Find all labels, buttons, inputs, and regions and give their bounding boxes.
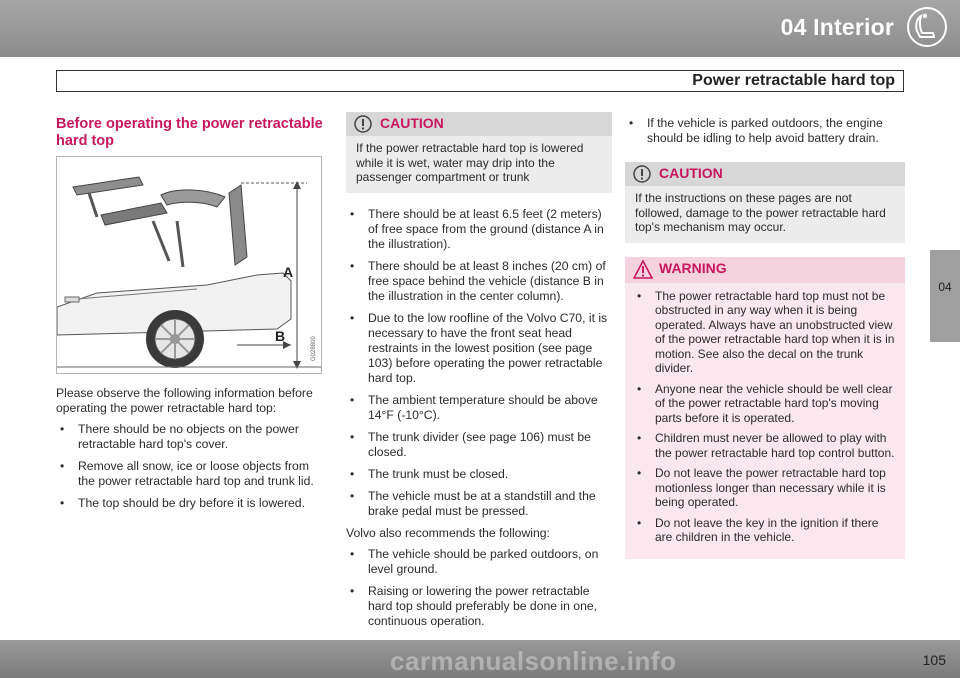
list-item: • If the vehicle is parked outdoors, the engine should be idling to help avoid battery drain.: [625, 116, 905, 146]
chapter-side-tab: [930, 250, 960, 342]
warning-title: WARNING: [659, 259, 727, 276]
list-item: • Anyone near the vehicle should be well clear of the power retractable hard top's moving parts before it is operated.: [633, 382, 895, 426]
list-item: • There should be at least 8 inches (20 cm) of free space behind the vehicle (distance B in the illustration in the center column).: [346, 259, 612, 304]
left-column: [56, 112, 324, 518]
list-item: • The trunk must be closed.: [346, 467, 612, 482]
list-item: • The power retractable hard top must not be obstructed in any way when it is being operated. Always have an unobstructed view of the power retractable hard top when it is in motion. See also the decal on the trunk divider.: [633, 289, 895, 376]
section-heading: Before operating the power retractable hard top: [56, 116, 323, 149]
seat-icon: [906, 6, 948, 48]
figure-code: G028800: [311, 336, 317, 361]
list-item: • There should be at least 6.5 feet (2 meters) of free space from the ground (distance A in the illustration).: [346, 207, 612, 252]
car-clearance-diagram: [57, 157, 321, 373]
list-item: • Children must never be allowed to play with the power retractable hard top control button.: [633, 431, 895, 460]
right-column: [625, 112, 905, 573]
intro-paragraph: Please observe the following information before operating the power retractable hard top:: [56, 386, 313, 415]
list-item: • The ambient temperature should be above 14°F (-10°C).: [346, 393, 612, 423]
caution-text: If the instructions on these pages are not followed, damage to the power retractable hard top's mechanism may occur.: [635, 191, 886, 234]
dimension-a-label: A: [283, 264, 294, 280]
list-item: • Do not leave the power retractable hard top motionless longer than necessary while it is being operated.: [633, 466, 895, 510]
warning-body: [625, 283, 905, 559]
caution-title: CAUTION: [659, 165, 723, 181]
requirements-list: [346, 207, 612, 519]
dimension-b-label: B: [275, 328, 286, 344]
warning-triangle-icon: [633, 260, 653, 279]
chapter-side-tab-label: 04: [938, 280, 952, 294]
recommendations-list: [346, 547, 612, 629]
caution-icon: [633, 165, 651, 183]
hard-top-illustration: [56, 156, 322, 374]
chapter-header-bar: [0, 0, 960, 57]
list-item: • The trunk divider (see page 106) must be closed.: [346, 430, 612, 460]
caution-box: [346, 112, 612, 193]
warning-box: [625, 257, 905, 559]
list-item: • The vehicle should be parked outdoors, on level ground.: [346, 547, 612, 577]
list-item: • Due to the low roofline of the Volvo C70, it is necessary to have the front seat head restraints in the lowest position (see page 103) before operating the power retractable hard top.: [346, 311, 612, 386]
list-item: • Remove all snow, ice or loose objects from the power retractable hard top and trunk lid.: [56, 459, 324, 489]
middle-column: [346, 112, 612, 636]
caution-box: [625, 162, 905, 243]
list-item: • Do not leave the key in the ignition if there are children in the vehicle.: [633, 516, 895, 545]
section-title: Power retractable hard top: [692, 72, 895, 89]
recommend-intro: Volvo also recommends the following:: [346, 525, 550, 540]
page-number: 105: [922, 652, 946, 668]
caution-header: [346, 112, 612, 136]
list-item: • The vehicle must be at a standstill and the brake pedal must be pressed.: [346, 489, 612, 519]
list-item: • Raising or lowering the power retractable hard top should preferably be done in one, continuous operation.: [346, 584, 612, 629]
warning-header: [625, 257, 905, 283]
chapter-title: 04 Interior: [780, 14, 894, 40]
caution-title: CAUTION: [380, 115, 444, 131]
caution-icon: [354, 115, 372, 133]
caution-text: If the power retractable hard top is lowered while it is wet, water may drip into the passenger compartment or trunk: [356, 141, 584, 184]
caution-header: [625, 162, 905, 186]
watermark: carmanualsonline.info: [390, 646, 677, 676]
preparation-list: [56, 422, 324, 511]
list-item: • There should be no objects on the power retractable hard top's cover.: [56, 422, 324, 452]
list-item: • The top should be dry before it is lowered.: [56, 496, 324, 511]
section-header-bar: [56, 70, 904, 92]
battery-list: [625, 116, 905, 146]
warning-list: [633, 289, 895, 545]
